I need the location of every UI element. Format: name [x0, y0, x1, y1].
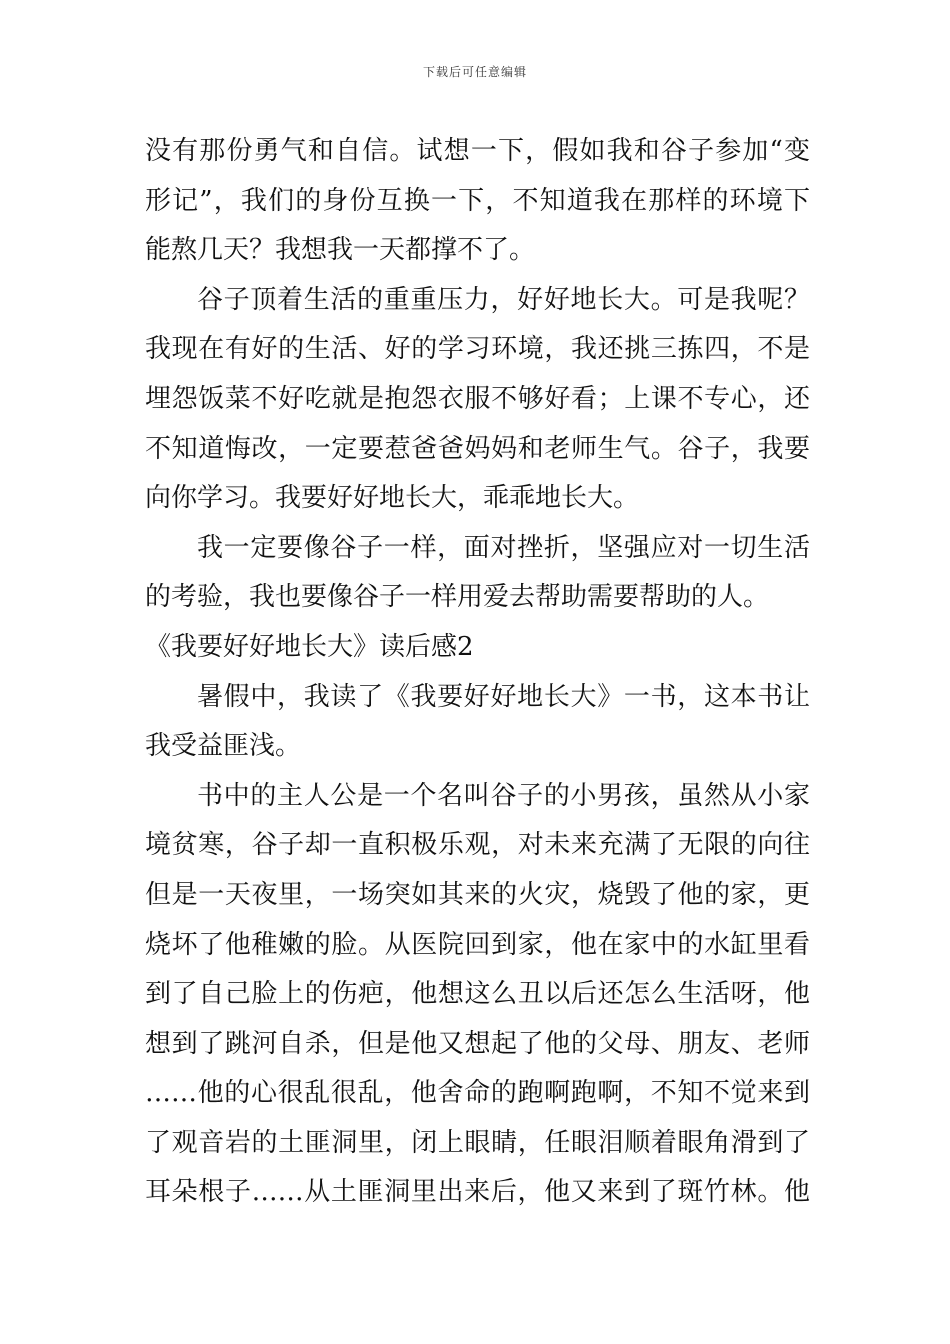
text-line: 暑假中，我读了《我要好好地长大》一书，这本书让	[197, 681, 810, 712]
text-line: 形记”，我们的身份互换一下，不知道我在那样的环境下	[145, 185, 810, 216]
text-line: 的考验，我也要像谷子一样用爱去帮助需要帮助的人。	[145, 582, 770, 613]
heading-text: 《我要好好地长大》读后感2	[145, 631, 474, 662]
text-line: 埋怨饭菜不好吃就是抱怨衣服不够好看；上课不专心，还	[145, 383, 810, 414]
document-body	[145, 127, 810, 1218]
text-line: 耳朵根子……从土匪洞里出来后，他又来到了斑竹林。他	[145, 1177, 810, 1208]
text-line: 向你学习。我要好好地长大，乖乖地长大。	[145, 483, 640, 514]
text-line: 谷子顶着生活的重重压力，好好地长大。可是我呢？	[197, 284, 810, 315]
section-heading	[145, 623, 810, 673]
text-line: 书中的主人公是一个名叫谷子的小男孩，虽然从小家	[197, 780, 810, 811]
paragraph	[145, 772, 810, 1218]
text-line: ……他的心很乱很乱，他舍命的跑啊跑啊，不知不觉来到	[145, 1078, 810, 1109]
text-line: 了观音岩的土匪洞里，闭上眼睛，任眼泪顺着眼角滑到了	[145, 1127, 810, 1158]
text-line: 我一定要像谷子一样，面对挫折，坚强应对一切生活	[197, 532, 810, 563]
text-line: 境贫寒，谷子却一直积极乐观，对未来充满了无限的向往	[145, 830, 810, 861]
text-line: 不知道悔改，一定要惹爸爸妈妈和老师生气。谷子，我要	[145, 433, 810, 464]
page-header: 下载后可任意编辑	[422, 65, 527, 79]
text-line: 我现在有好的生活、好的学习环境，我还挑三拣四，不是	[145, 334, 810, 365]
text-line: 想到了跳河自杀，但是他又想起了他的父母、朋友、老师	[145, 1028, 810, 1059]
text-line: 烧坏了他稚嫩的脸。从医院回到家，他在家中的水缸里看	[145, 929, 810, 960]
text-line: 我受益匪浅。	[145, 731, 302, 762]
paragraph	[145, 127, 810, 276]
text-line: 到了自己脸上的伤疤，他想这么丑以后还怎么生活呀，他	[145, 979, 810, 1010]
text-line: 能熬几天？我想我一天都撑不了。	[145, 235, 536, 266]
text-line: 但是一天夜里，一场突如其来的火灾，烧毁了他的家，更	[145, 879, 810, 910]
paragraph	[145, 276, 810, 524]
paragraph	[145, 673, 810, 772]
text-line: 没有那份勇气和自信。试想一下，假如我和谷子参加“变	[145, 136, 810, 166]
paragraph	[145, 524, 810, 623]
